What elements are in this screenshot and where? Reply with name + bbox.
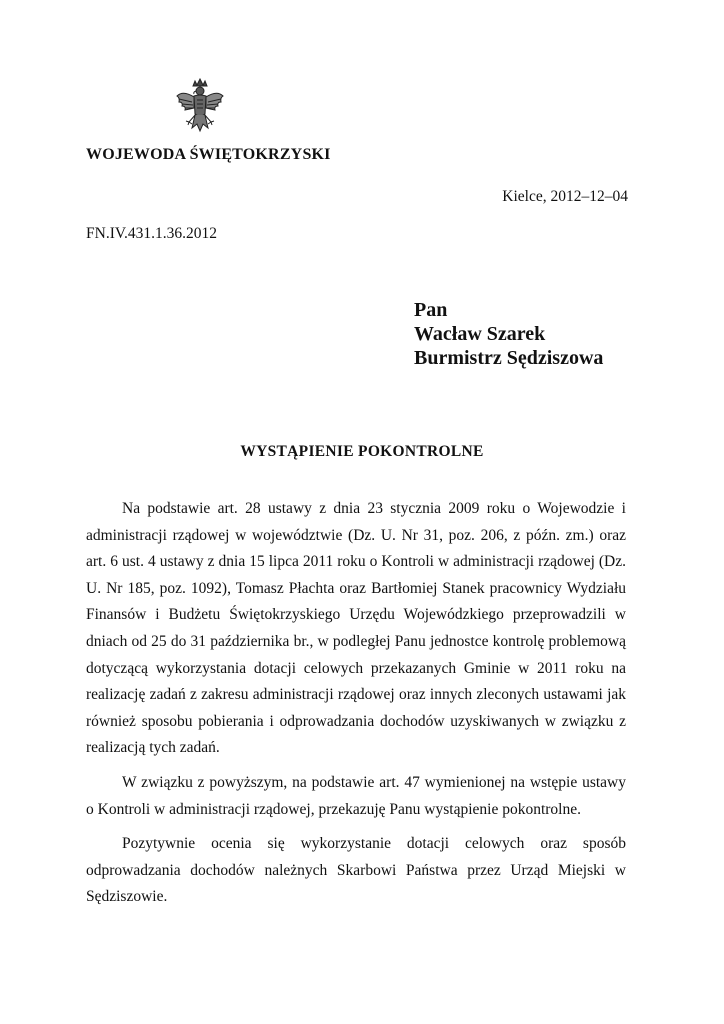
recipient-name: Wacław Szarek (414, 323, 546, 345)
body-paragraph: Na podstawie art. 28 ustawy z dnia 23 stycznia 2009 roku o Wojewodzie i administracji rządowej w województwie (Dz. U. Nr 31, poz. 206, z późn. zm.) oraz art. 6 ust. 4 ustawy z dnia 15 lipca 2011 roku o Kontroli w administracji rządowej (Dz. U. Nr 185, poz. 1092), Tomasz Płachta oraz Bartłomiej Stanek pracownicy Wydziału Finansów i Budżetu Świętokrzyskiego Urzędu Wojewódzkiego przeprowadzili w dniach od 25 do 31 października br., w podległej Panu jednostce kontrolę problemową dotyczącą wykorzystania dotacji celowych przekazanych Gminie w 2011 roku na realizację zadań z zakresu administracji rządowej oraz innych zleconych ustawami jak również sposobu pobierania i odprowadzania dochodów uzyskiwanych w związku z realizacją tych zadań. (86, 500, 626, 757)
document-title: WYSTĄPIENIE POKONTROLNE (240, 443, 484, 460)
recipient-block (414, 298, 603, 370)
reference-number: FN.IV.431.1.36.2012 (86, 225, 218, 242)
recipient-position: Burmistrz Sędziszowa (414, 347, 604, 369)
issuing-authority: WOJEWODA ŚWIĘTOKRZYSKI (86, 146, 331, 163)
polish-eagle-emblem-icon (173, 78, 227, 140)
place-and-date: Kielce, 2012–12–04 (502, 188, 628, 205)
letter-body (86, 496, 626, 919)
recipient-salutation: Pan (414, 299, 448, 321)
body-paragraph: W związku z powyższym, na podstawie art. 47 wymienionej na wstępie ustawy o Kontroli w administracji rządowej, przekazuję Panu wystąpienie pokontrolne. (86, 773, 626, 818)
body-paragraph: Pozytywnie ocenia się wykorzystanie dotacji celowych oraz sposób odprowadzania dochodów należnych Skarbowi Państwa przez Urząd Miejski w Sędziszowie. (86, 835, 626, 906)
